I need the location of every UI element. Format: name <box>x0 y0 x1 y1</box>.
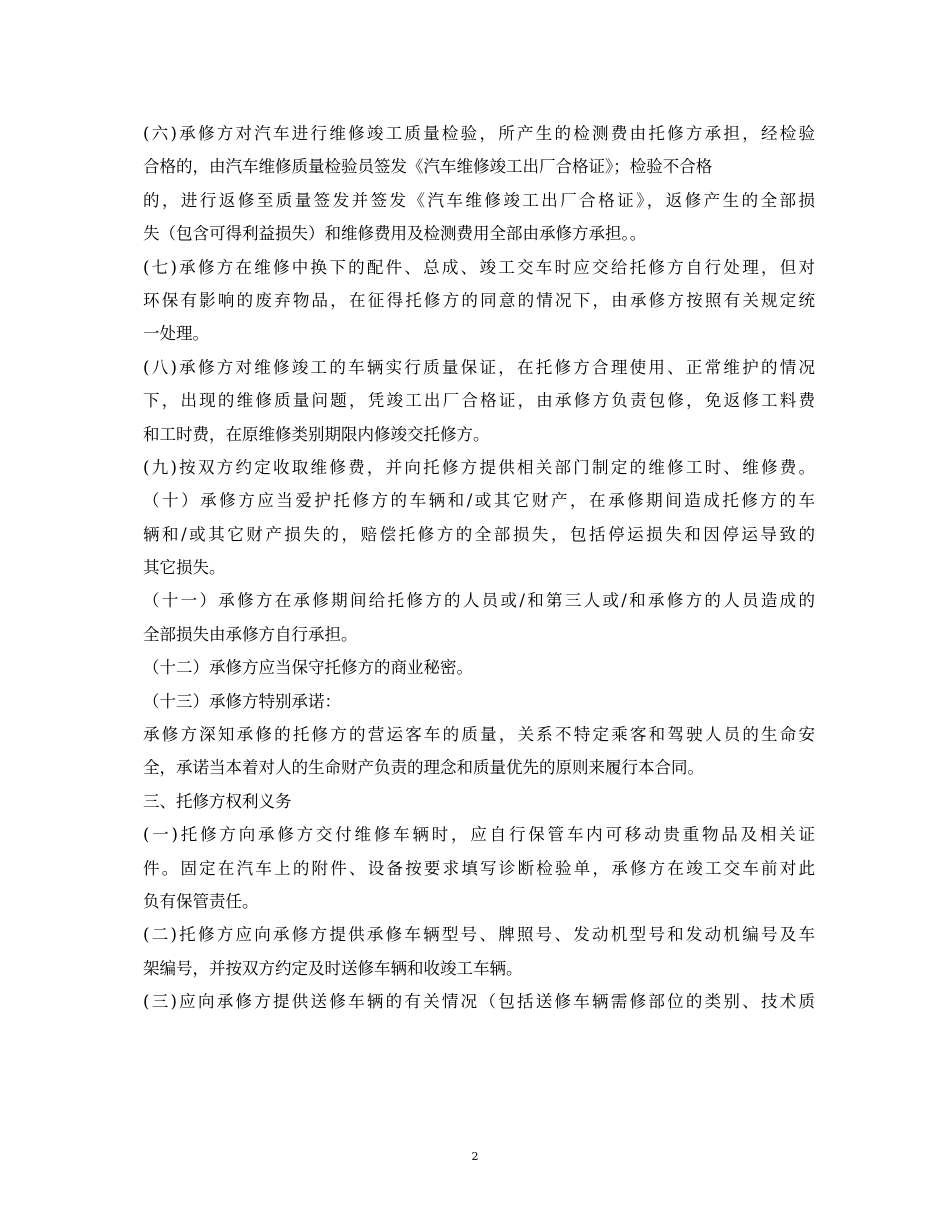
text-line: （十三）承修方特别承诺： <box>143 691 341 711</box>
text-line: 件。固定在汽车上的附件、设备按要求填写诊断检验单，承修方在竣工交车前对此 <box>143 858 815 878</box>
text-line: （十一）承修方在承修期间给托修方的人员或/和第三人或/和承修方的人员造成的 <box>143 591 815 611</box>
text-line: 和工时费，在原维修类别期限内修竣交托修方。 <box>143 424 490 444</box>
text-line: 负有保管责任。 <box>143 891 259 911</box>
text-line: 一处理。 <box>143 324 209 344</box>
section-heading: 三、托修方权利义务 <box>143 791 292 811</box>
text-line: 辆和/或其它财产损失的，赔偿托修方的全部损失，包括停运损失和因停运导致的 <box>143 524 815 544</box>
page-number: 2 <box>471 1150 479 1163</box>
text-line: 承修方深知承修的托修方的营运客车的质量，关系不特定乘客和驾驶人员的生命安 <box>143 725 815 745</box>
text-line: (一)托修方向承修方交付维修车辆时，应自行保管车内可移动贵重物品及相关证 <box>143 825 815 845</box>
text-line: (七)承修方在维修中换下的配件、总成、竣工交车时应交给托修方自行处理，但对 <box>143 257 815 277</box>
text-line: 架编号，并按双方约定及时送修车辆和收竣工车辆。 <box>143 958 523 978</box>
text-line: (九)按双方约定收取维修费，并向托修方提供相关部门制定的维修工时、维修费。 <box>143 457 815 477</box>
text-line: 环保有影响的废弃物品，在征得托修方的同意的情况下，由承修方按照有关规定统 <box>143 290 815 310</box>
text-line: 其它损失。 <box>143 558 226 578</box>
text-line: (六)承修方对汽车进行维修竣工质量检验，所产生的检测费由托修方承担，经检验 <box>143 124 815 143</box>
document-body <box>143 117 815 1019</box>
text-line: (二)托修方应向承修方提供承修车辆型号、牌照号、发动机型号和发动机编号及车 <box>143 925 815 945</box>
text-line: 失（包含可得利益损失）和维修费用及检测费用全部由承修方承担。。 <box>143 224 647 244</box>
text-line: (八)承修方对维修竣工的车辆实行质量保证，在托修方合理使用、正常维护的情况 <box>143 357 815 377</box>
text-line: （十二）承修方应当保守托修方的商业秘密。 <box>143 658 473 678</box>
text-line: 合格的，由汽车维修质量检验员签发《汽车维修竣工出厂合格证》；检验不合格 <box>143 157 713 177</box>
text-line: 全，承诺当本着对人的生命财产负责的理念和质量优先的原则来履行本合同。 <box>143 758 704 778</box>
text-line: 的，进行返修至质量签发并签发《汽车维修竣工出厂合格证》，返修产生的全部损 <box>143 190 815 210</box>
text-line: (三)应向承修方提供送修车辆的有关情况（包括送修车辆需修部位的类别、技术质 <box>143 992 815 1012</box>
text-line: 全部损失由承修方自行承担。 <box>143 624 358 644</box>
text-line: （十）承修方应当爱护托修方的车辆和/或其它财产，在承修期间造成托修方的车 <box>143 491 815 511</box>
text-line: 下，出现的维修质量问题，凭竣工出厂合格证，由承修方负责包修，免返修工料费 <box>143 391 815 411</box>
